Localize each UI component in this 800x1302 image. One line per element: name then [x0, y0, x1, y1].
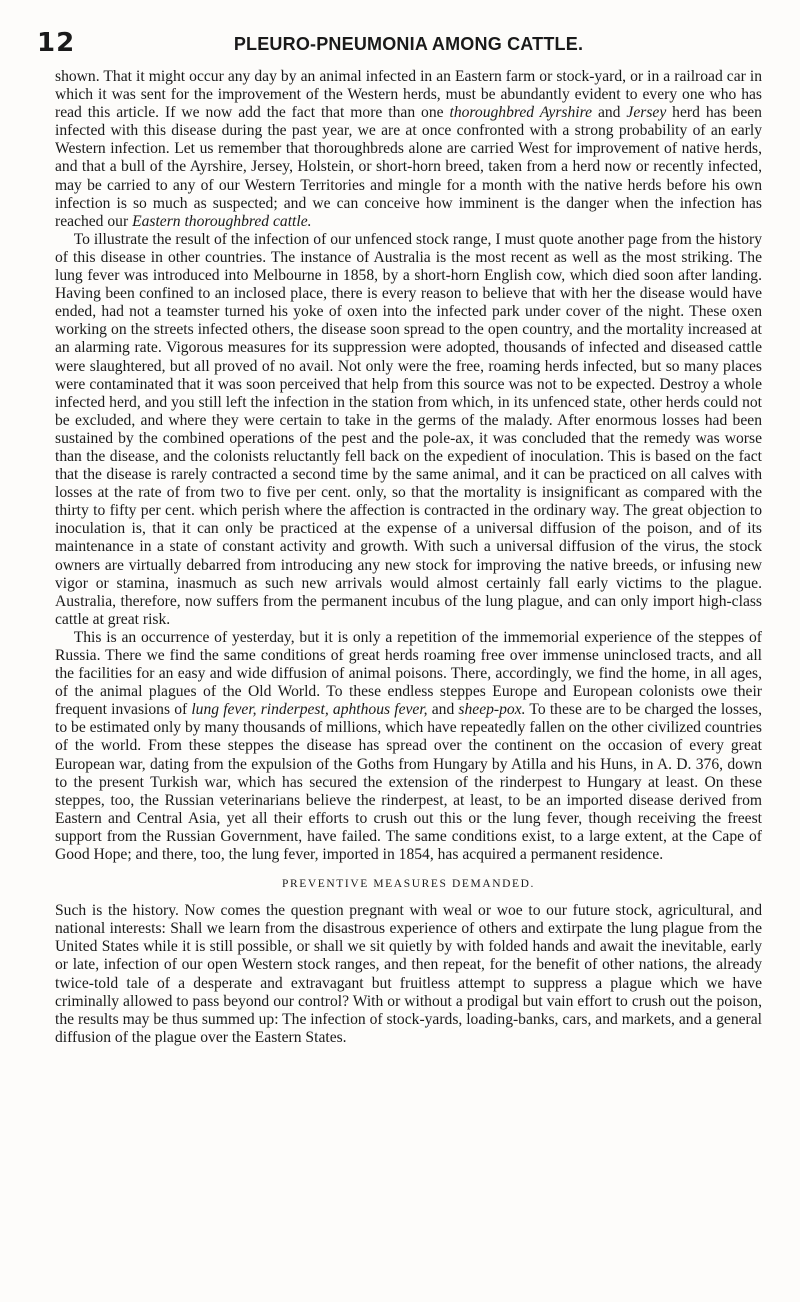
paragraph [55, 629, 762, 864]
paragraph [55, 68, 762, 231]
text-run: This is an occurrence of yesterday, but it is only a repetition of the immemorial experience of the steppes of Russia. There we find the same conditions of great herds roaming free over immense uninclosed tracts, and all the facilities for an easy and wide diffusion of animal poisons. There, accordingly, we find the home, in all ages, of the animal plagues of the Old World. To these endless steppes Europe and European colonists owe their frequent invasions of [55, 628, 762, 719]
paragraph [55, 231, 762, 629]
page-number: 12 [37, 28, 76, 58]
document-page [37, 28, 762, 1047]
text-run: To these are to be charged the losses, to be estimated only by many thousands of millions, which have repeatedly fallen on the other civilized countries of the world. From these steppes the disease has spread over the continent on the occasion of every great European war, dating from the expulsion of the Goths from Hungary by Atilla and his Huns, in A. D. 376, down to the present Turkish war, which has secured the extension of the rinderpest to Hungary at least. On these steppes, too, the Russian veterinarians believe the rinderpest, at least, to be an imported disease derived from Eastern and Central Asia, yet all their efforts to crush out this or the lung fever, though receiving the freest support from the Russian Government, have failed. The same conditions exist, to a large extent, at the Cape of Good Hope; and there, too, the lung fever, imported in 1854, has acquired a permanent residence. [55, 701, 762, 864]
text-run: Such is the history. Now comes the question pregnant with weal or woe to our future stock, agricultural, and national interests: Shall we learn from the disastrous experience of others and extirpate the lung plague from the United States while it is still possible, or shall we sit quietly by with folded hands and await the inevitable, early or late, infection of our open Western stock ranges, and then repeat, for the benefit of other nations, the already twice-told tale of a desperate and extravagant but fruitless attempt to suppress a plague which we have criminally allowed to pass beyond our control? With or without a prodigal but vain effort to crush out the poison, the results may be thus summed up: The infection of stock-yards, loading-banks, cars, and markets, and a general diffusion of the plague over the Eastern States. [55, 902, 762, 1046]
running-title: PLEURO-PNEUMONIA AMONG CATTLE. [233, 34, 584, 54]
italic-text: Eastern thoroughbred cattle. [132, 212, 312, 230]
text-run: and [427, 701, 459, 719]
italic-text: lung fever, rinderpest, aphthous fever, [191, 701, 428, 719]
section-heading: PREVENTIVE MEASURES DEMANDED. [281, 878, 536, 891]
italic-text: Jersey [626, 104, 667, 122]
italic-text: thoroughbred Ayrshire [449, 104, 593, 122]
text-run: and [592, 104, 627, 122]
text-run: herd has been infected with this disease during the past year, we are at once confronted with a strong probability of an early Western infection. Let us remember that thoroughbreds alone are carried West for improvement of native herds, and that a bull of the Ayrshire, Jersey, Holstein, or short-horn breed, taken from a herd now or recently infected, may be carried to any of our Western Territories and mingle for a month with the native herds before his own infection is so much as suspected; and we can conceive how imminent is the danger when the infection has reached our [55, 104, 762, 230]
text-run: To illustrate the result of the infection of our unfenced stock range, I must quote another page from the history of this disease in other countries. The instance of Australia is the most recent as well as the most striking. The lung fever was introduced into Melbourne in 1858, by a short-horn English cow, which died soon after landing. Having been confined to an inclosed place, there is every reason to believe that with her the disease would have ended, had not a teamster turned his yoke of oxen into the infected park under cover of the night. These oxen working on the streets infected others, the disease soon spread to the open country, and the mortality increased at an alarming rate. Vigorous measures for its suppression were adopted, thousands of infected and diseased cattle were slaughtered, but all proved of no avail. Not only were the free, roaming herds infected, but so many places were contaminated that it was soon perceived that help from this source was not to be expected. Destroy a whole infected herd, and you still left the infection in the station from which, in its unfenced state, other herds could not be excluded, and where they were certain to take in the germs of the malady. After enormous losses had been sustained by the combined operations of the pest and the pole-ax, it was concluded that the remedy was worse than the disease, and the colonists reluctantly fell back on the expedient of inoculation. This is based on the fact that the disease is rarely contracted a second time by the same animal, and it can be practiced on all calves with losses at the rate of from two to five per cent. only, so that the mortality is insignificant as compared with the thirty to fifty per cent. which perish where the affection is contracted in the ordinary way. The great objection to inoculation is, that it can only be practiced at the expense of a universal diffusion of the poison, and of its maintenance in a state of constant activity and growth. With such a universal diffusion of the virus, the stock owners are virtually debarred from introducing any new stock for improving the native breeds, or infusing new vigor or stamina, inasmuch as such new arrivals would almost certainly fall early victims to the plague. Australia, therefore, now suffers from the permanent incubus of the lung plague, and can only import high-class cattle at great risk. [55, 230, 762, 628]
text-run: shown. That it might occur any day by an animal infected in an Eastern farm or stock-yard, or in a railroad car in which it was sent for the improvement of the Western herds, must be abundantly evident to every one who has read this article. If we now add the fact that more than one [55, 68, 762, 122]
page-header [37, 28, 762, 60]
paragraph [55, 902, 762, 1047]
italic-text: sheep-pox. [458, 701, 526, 719]
